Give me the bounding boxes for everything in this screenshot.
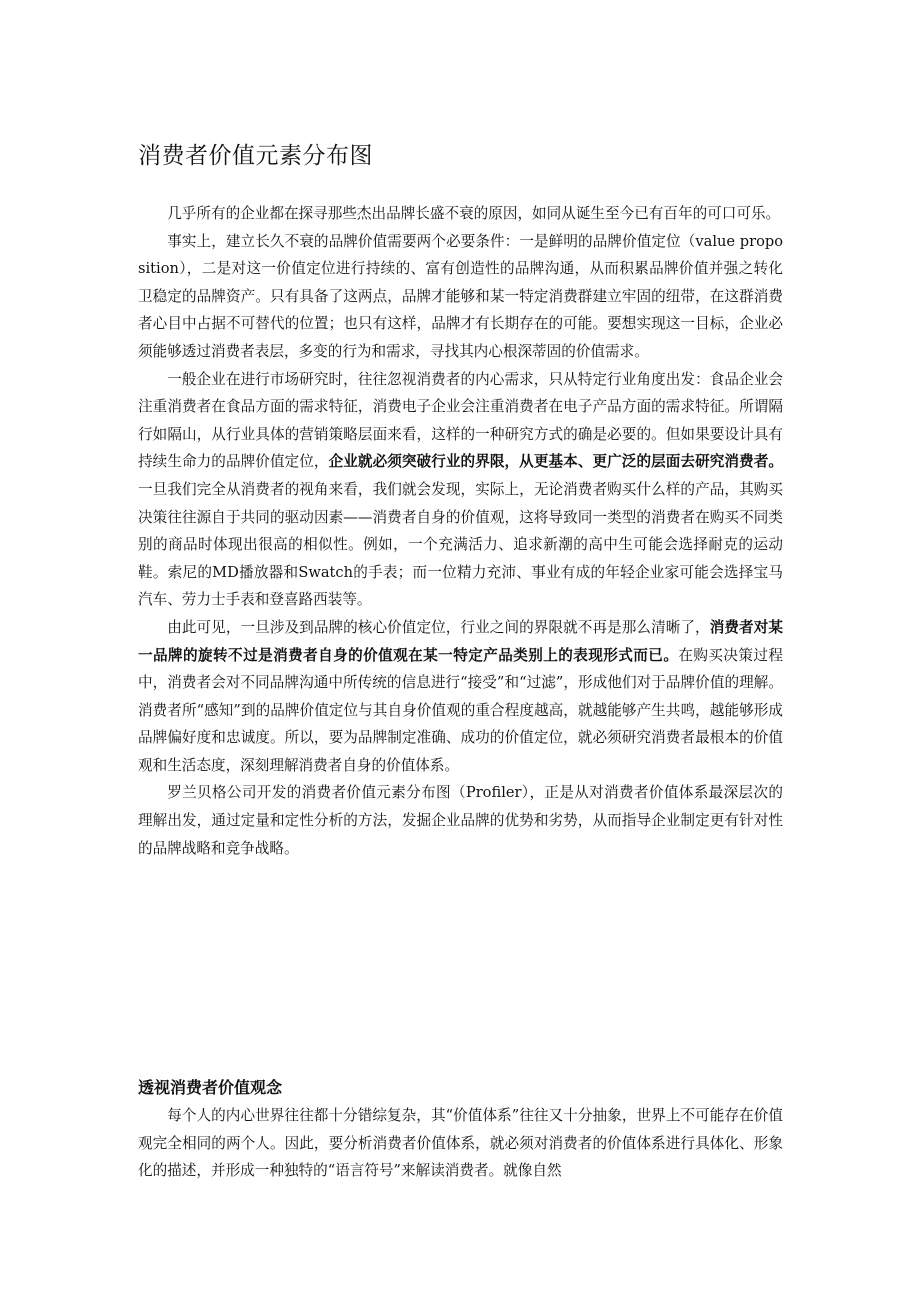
paragraph-intro: 几乎所有的企业都在探寻那些杰出品牌长盛不衰的原因，如同从诞生至今已有百年的可口可乐。 — [167, 205, 781, 222]
paragraph-market-research — [138, 366, 783, 614]
paragraph-value-conditions: 事实上，建立长久不衰的品牌价值需要两个必要条件：一是鲜明的品牌价值定位（value proposition），二是对这一价值定位进行持续的、富有创造性的品牌沟通，从而积累品牌价值并强之转化卫稳定的品牌资产。只有具备了这两点，品牌才能够和某一特定消费群建立牢固的纽带，在这群消费者心目中占据不可替代的位置；也只有这样，品牌才有长期存在的可能。要想实现这一目标，企业必须能够透过消费者表层，多变的行为和需求，寻找其内心根深蒂固的价值需求。 — [138, 232, 783, 360]
paragraph-value-system: 每个人的内心世界往往都十分错综复杂，其“价值体系”往往又十分抽象，世界上不可能存在价值观完全相同的两个人。因此，要分析消费者价值体系，就必须对消费者的价值体系进行具体化、形象化的描述，并形成一种独特的“语言符号”来解读消费者。就像自然 — [138, 1107, 783, 1180]
section-heading: 透视消费者价值观念 — [138, 1078, 283, 1097]
paragraph-text: 在购买决策过程中，消费者会对不同品牌沟通中所传统的信息进行“接受”和“过滤”，形成他们对于品牌价值的理解。消费者所“感知”到的品牌价值定位与其自身价值观的重合程度越高，就越能够产生共鸣，越能够形成品牌偏好度和忠诚度。所以，要为品牌制定准确、成功的价值定位，就必须研究消费者最根本的价值观和生活态度，深刻理解消费者自身的价值体系。 — [138, 646, 783, 774]
emphasis-text: 消费者对某一品牌的旋转不过是消费者自身的价值观在某一特定产品类别上的表现形式而已。 — [138, 618, 783, 664]
paragraph-text: 一旦我们完全从消费者的视角来看，我们就会发现，实际上，无论消费者购买什么样的产品，其购买决策往往源自于共同的驱动因素——消费者自身的价值观，这将导致同一类型的消费者在购买不同类别的商品时体现出很高的相似性。例如，一个充满活力、追求新潮的高中生可能会选择耐克的运动鞋。索尼的MD播放器和Swatch的手表；而一位精力充沛、事业有成的年轻企业家可能会选择宝马汽车、劳力士手表和登喜路西装等。 — [138, 480, 783, 609]
paragraph-text: 一般企业在进行市场研究时，往往忽视消费者的内心需求，只从特定行业角度出发：食品企业会注重消费者在食品方面的需求特征，消费电子企业会注重消费者在电子产品方面的需求特征。所谓隔行如隔山，从行业具体的营销策略层面来看，这样的一种研究方式的确是必要的。但如果要设计具有持续生命力的品牌价值定位， — [138, 370, 783, 471]
paragraph-profiler: 罗兰贝格公司开发的消费者价值元素分布图（Profiler），正是从对消费者价值体系最深层次的理解出发，通过定量和定性分析的方法，发掘企业品牌的优势和劣势，从而指导企业制定更有针对性的品牌战略和竞争战略。 — [138, 784, 783, 857]
paragraph-core-value — [138, 614, 783, 780]
article-body — [138, 200, 783, 862]
paragraph-text: 由此可见，一旦涉及到品牌的核心价值定位，行业之间的界限就不再是那么清晰了， — [167, 618, 710, 636]
emphasis-text: 企业就必须突破行业的界限，从更基本、更广泛的层面去研究消费者。 — [328, 453, 783, 471]
page-title: 消费者价值元素分布图 — [138, 143, 373, 169]
section-body — [138, 1102, 783, 1185]
